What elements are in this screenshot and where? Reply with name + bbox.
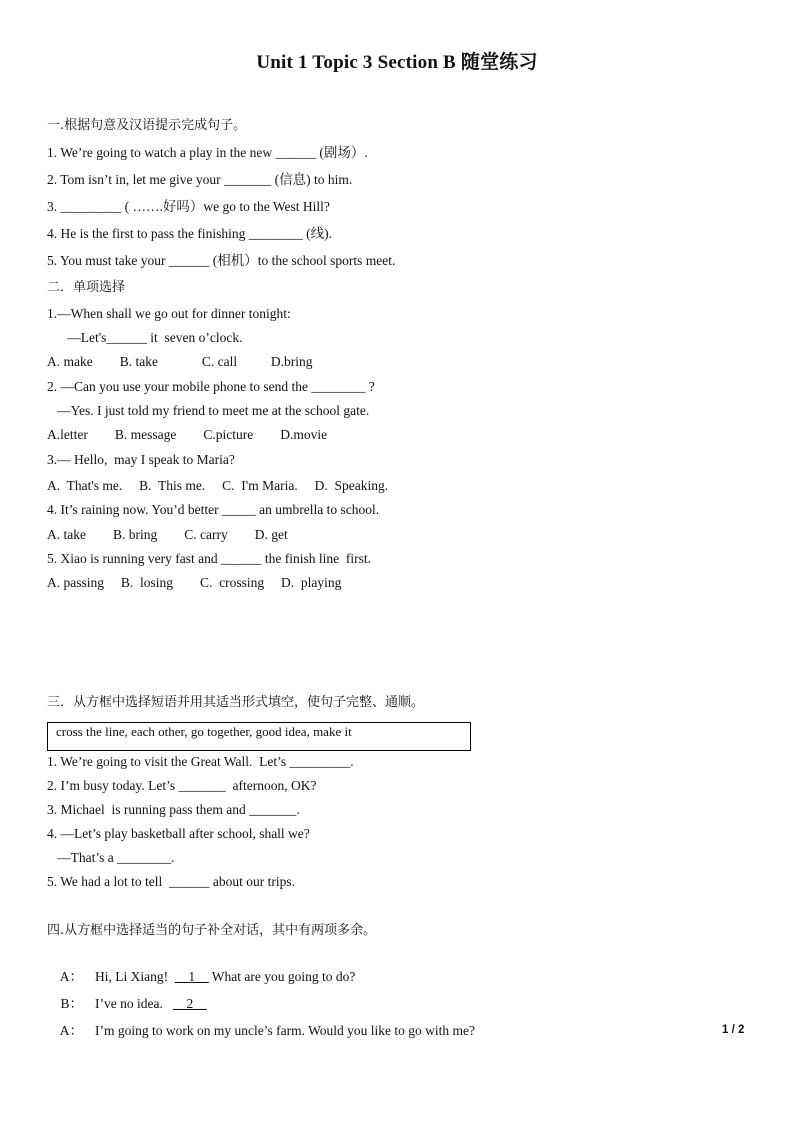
section1-item: 3. _________ ( …….好吗）we go to the West Hill? [47, 199, 330, 214]
section1-item: 2. Tom isn’t in, let me give your _______ (信息) to him. [47, 172, 353, 187]
section3-line: 1. We’re going to visit the Great Wall. Let’s _________. [47, 754, 354, 769]
section2-heading: 二．单项选择 [47, 280, 126, 295]
section2-options: A. take B. bring C. carry D. get [47, 527, 288, 542]
section2-options: A.letter B. message C.picture D.movie [47, 427, 328, 442]
page-number: 1 / 2 [722, 1024, 745, 1036]
dialog-speaker: A： [59, 969, 84, 984]
section2-line: 2. —Can you use your mobile phone to send the ________ ? [47, 379, 375, 394]
section1-item: 5. You must take your ______ (相机）to the school sports meet. [47, 253, 396, 268]
dialog-blank: __2__ [172, 996, 207, 1011]
section1-heading: 一.根据句意及汉语提示完成句子。 [47, 118, 247, 133]
dialog-text: I’ve no idea. [95, 996, 173, 1011]
section3-line: 4. —Let’s play basketball after school, shall we? [47, 826, 310, 841]
section2-options: A. That's me. B. This me. C. I'm Maria. D. Speaking. [47, 478, 389, 493]
section2-line: 1.—When shall we go out for dinner tonight: [47, 306, 291, 321]
dialog-speaker: A： [59, 1023, 84, 1038]
dialog-blank: __1__ [174, 969, 209, 984]
section4-heading: 四.从方框中选择适当的句子补全对话，其中有两项多余。 [47, 923, 377, 938]
section2-line: —Let's______ it seven o’clock. [47, 330, 243, 345]
section3-line: 2. I’m busy today. Let’s _______ afternoon, OK? [47, 778, 317, 793]
section3-line: 5. We had a lot to tell ______ about our trips. [47, 874, 296, 889]
word-box [47, 722, 471, 751]
dialog-text: I’m going to work on my uncle’s farm. Would you like to go with me? [95, 1023, 475, 1038]
section2-options: A. passing B. losing C. crossing D. playing [47, 575, 342, 590]
section3-line: —That’s a ________. [47, 850, 175, 865]
section1-item: 4. He is the first to pass the finishing ________ (线). [47, 226, 332, 241]
section2-line: 5. Xiao is running very fast and ______ the finish line first. [47, 551, 371, 566]
dialog-line [47, 1004, 475, 1058]
page-title: Unit 1 Topic 3 Section B 随堂练习 [256, 52, 538, 73]
section2-options: A. make B. take C. call D.bring [47, 354, 313, 369]
section3-heading: 三．从方框中选择短语并用其适当形式填空，使句子完整、通顺。 [47, 695, 425, 710]
section3-line: 3. Michael is running pass them and _______. [47, 802, 300, 817]
section2-line: —Yes. I just told my friend to meet me at the school gate. [47, 403, 370, 418]
section2-line: 3.— Hello, may I speak to Maria? [47, 452, 235, 467]
section2-line: 4. It’s raining now. You’d better _____ an umbrella to school. [47, 502, 380, 517]
word-box-text: cross the line, each other, go together, good idea, make it [56, 724, 352, 739]
dialog-text: Hi, Li Xiang! [95, 969, 175, 984]
dialog-speaker: B： [60, 996, 84, 1011]
section1-item: 1. We’re going to watch a play in the new ______ (剧场）. [47, 145, 368, 160]
dialog-text: What are you going to do? [208, 969, 356, 984]
